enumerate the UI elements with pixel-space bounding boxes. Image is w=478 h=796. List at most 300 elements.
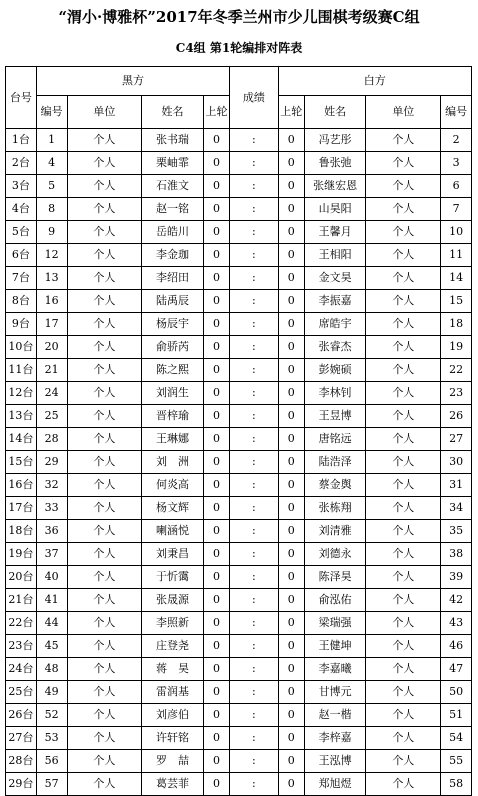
result-cell: : <box>230 773 278 796</box>
black-unit-cell: 个人 <box>67 221 142 244</box>
table-row <box>6 313 472 336</box>
black-unit-cell: 个人 <box>67 290 142 313</box>
white-prev-cell: 0 <box>278 727 304 750</box>
white-unit-cell: 个人 <box>366 129 441 152</box>
black-unit-cell: 个人 <box>67 244 142 267</box>
white-prev-cell: 0 <box>278 566 304 589</box>
black-num-cell: 48 <box>36 658 67 681</box>
black-name-cell: 刘 洲 <box>142 451 204 474</box>
black-unit-cell: 个人 <box>67 198 142 221</box>
white-unit-cell: 个人 <box>366 635 441 658</box>
black-unit-cell: 个人 <box>67 474 142 497</box>
white-name-cell: 王泓博 <box>304 750 366 773</box>
result-cell: : <box>230 497 278 520</box>
result-cell: : <box>230 152 278 175</box>
black-num-cell: 24 <box>36 382 67 405</box>
black-name-cell: 许轩铭 <box>142 727 204 750</box>
white-num-cell: 23 <box>441 382 472 405</box>
white-num-cell: 51 <box>441 704 472 727</box>
table-row <box>6 612 472 635</box>
board-cell: 17台 <box>6 497 37 520</box>
black-prev-cell: 0 <box>203 773 229 796</box>
white-num-cell: 55 <box>441 750 472 773</box>
white-prev-cell: 0 <box>278 704 304 727</box>
white-prev-cell: 0 <box>278 589 304 612</box>
white-name-cell: 陈泽昊 <box>304 566 366 589</box>
header-board-label: 台号 <box>9 90 32 104</box>
black-unit-cell: 个人 <box>67 313 142 336</box>
board-cell: 24台 <box>6 658 37 681</box>
white-prev-cell: 0 <box>278 520 304 543</box>
table-row <box>6 359 472 382</box>
black-num-cell: 1 <box>36 129 67 152</box>
board-cell: 23台 <box>6 635 37 658</box>
white-name-cell: 李梓嘉 <box>304 727 366 750</box>
table-row <box>6 382 472 405</box>
table-row <box>6 129 472 152</box>
black-name-cell: 李金珈 <box>142 244 204 267</box>
white-num-cell: 19 <box>441 336 472 359</box>
white-prev-cell: 0 <box>278 129 304 152</box>
white-num-cell: 27 <box>441 428 472 451</box>
white-name-cell: 郑旭煜 <box>304 773 366 796</box>
black-unit-cell: 个人 <box>67 382 142 405</box>
black-num-cell: 56 <box>36 750 67 773</box>
black-name-cell: 刘秉昌 <box>142 543 204 566</box>
white-unit-cell: 个人 <box>366 520 441 543</box>
white-num-cell: 58 <box>441 773 472 796</box>
white-prev-cell: 0 <box>278 198 304 221</box>
board-cell: 20台 <box>6 566 37 589</box>
black-num-cell: 28 <box>36 428 67 451</box>
black-prev-cell: 0 <box>203 566 229 589</box>
black-num-cell: 13 <box>36 267 67 290</box>
table-row <box>6 474 472 497</box>
board-cell: 26台 <box>6 704 37 727</box>
white-unit-cell: 个人 <box>366 336 441 359</box>
result-cell: : <box>230 175 278 198</box>
black-prev-cell: 0 <box>203 658 229 681</box>
white-prev-cell: 0 <box>278 405 304 428</box>
white-unit-cell: 个人 <box>366 290 441 313</box>
result-cell: : <box>230 198 278 221</box>
black-prev-cell: 0 <box>203 681 229 704</box>
white-name-cell: 刘德永 <box>304 543 366 566</box>
black-num-cell: 21 <box>36 359 67 382</box>
white-prev-cell: 0 <box>278 543 304 566</box>
header-white-num: 编号 <box>441 96 472 129</box>
white-prev-cell: 0 <box>278 750 304 773</box>
table-row <box>6 290 472 313</box>
white-unit-cell: 个人 <box>366 198 441 221</box>
white-unit-cell: 个人 <box>366 451 441 474</box>
white-prev-cell: 0 <box>278 221 304 244</box>
white-num-cell: 50 <box>441 681 472 704</box>
white-name-cell: 蔡金舆 <box>304 474 366 497</box>
black-name-cell: 石淮文 <box>142 175 204 198</box>
result-cell: : <box>230 681 278 704</box>
white-unit-cell: 个人 <box>366 727 441 750</box>
black-unit-cell: 个人 <box>67 175 142 198</box>
white-name-cell: 赵一楷 <box>304 704 366 727</box>
white-prev-cell: 0 <box>278 635 304 658</box>
black-unit-cell: 个人 <box>67 152 142 175</box>
black-num-cell: 20 <box>36 336 67 359</box>
black-prev-cell: 0 <box>203 129 229 152</box>
black-prev-cell: 0 <box>203 612 229 635</box>
result-cell: : <box>230 474 278 497</box>
board-cell: 28台 <box>6 750 37 773</box>
board-cell: 14台 <box>6 428 37 451</box>
pairing-table <box>5 66 472 796</box>
table-row <box>6 566 472 589</box>
table-row <box>6 635 472 658</box>
table-row <box>6 244 472 267</box>
board-cell: 13台 <box>6 405 37 428</box>
black-prev-cell: 0 <box>203 474 229 497</box>
white-name-cell: 金文昊 <box>304 267 366 290</box>
header-white-name: 姓名 <box>304 96 366 129</box>
table-row <box>6 681 472 704</box>
result-cell: : <box>230 428 278 451</box>
table-row <box>6 727 472 750</box>
white-num-cell: 15 <box>441 290 472 313</box>
black-num-cell: 4 <box>36 152 67 175</box>
black-unit-cell: 个人 <box>67 497 142 520</box>
black-prev-cell: 0 <box>203 750 229 773</box>
black-name-cell: 喇涵悦 <box>142 520 204 543</box>
black-num-cell: 8 <box>36 198 67 221</box>
black-num-cell: 37 <box>36 543 67 566</box>
result-cell: : <box>230 129 278 152</box>
black-prev-cell: 0 <box>203 727 229 750</box>
white-unit-cell: 个人 <box>366 566 441 589</box>
white-unit-cell: 个人 <box>366 681 441 704</box>
black-num-cell: 29 <box>36 451 67 474</box>
black-prev-cell: 0 <box>203 244 229 267</box>
white-unit-cell: 个人 <box>366 152 441 175</box>
board-cell: 5台 <box>6 221 37 244</box>
white-name-cell: 王昱博 <box>304 405 366 428</box>
black-prev-cell: 0 <box>203 359 229 382</box>
table-row <box>6 336 472 359</box>
black-unit-cell: 个人 <box>67 267 142 290</box>
white-num-cell: 42 <box>441 589 472 612</box>
white-prev-cell: 0 <box>278 175 304 198</box>
black-unit-cell: 个人 <box>67 704 142 727</box>
white-prev-cell: 0 <box>278 658 304 681</box>
board-cell: 3台 <box>6 175 37 198</box>
document-title: “渭小·博雅杯”2017年冬季兰州市少儿围棋考级赛C组 <box>58 8 420 26</box>
header-black-side: 黑方 <box>36 67 229 96</box>
header-result: 成绩 <box>230 67 278 129</box>
black-prev-cell: 0 <box>203 336 229 359</box>
black-name-cell: 刘润生 <box>142 382 204 405</box>
board-cell: 11台 <box>6 359 37 382</box>
white-num-cell: 18 <box>441 313 472 336</box>
black-num-cell: 33 <box>36 497 67 520</box>
result-cell: : <box>230 359 278 382</box>
table-row <box>6 543 472 566</box>
header-row-group <box>6 67 472 96</box>
white-name-cell: 甘博元 <box>304 681 366 704</box>
board-cell: 16台 <box>6 474 37 497</box>
board-cell: 12台 <box>6 382 37 405</box>
header-black-name: 姓名 <box>142 96 204 129</box>
black-prev-cell: 0 <box>203 152 229 175</box>
white-num-cell: 11 <box>441 244 472 267</box>
white-prev-cell: 0 <box>278 359 304 382</box>
board-cell: 19台 <box>6 543 37 566</box>
white-unit-cell: 个人 <box>366 221 441 244</box>
header-white-side: 白方 <box>278 67 471 96</box>
black-unit-cell: 个人 <box>67 405 142 428</box>
black-prev-cell: 0 <box>203 175 229 198</box>
black-name-cell: 陈之熙 <box>142 359 204 382</box>
white-name-cell: 山昊阳 <box>304 198 366 221</box>
board-cell: 9台 <box>6 313 37 336</box>
white-name-cell: 张栋翔 <box>304 497 366 520</box>
black-num-cell: 32 <box>36 474 67 497</box>
black-unit-cell: 个人 <box>67 129 142 152</box>
white-unit-cell: 个人 <box>366 175 441 198</box>
white-prev-cell: 0 <box>278 382 304 405</box>
white-prev-cell: 0 <box>278 267 304 290</box>
result-cell: : <box>230 520 278 543</box>
white-name-cell: 李振嘉 <box>304 290 366 313</box>
black-unit-cell: 个人 <box>67 612 142 635</box>
result-cell: : <box>230 336 278 359</box>
white-num-cell: 10 <box>441 221 472 244</box>
white-num-cell: 31 <box>441 474 472 497</box>
black-unit-cell: 个人 <box>67 566 142 589</box>
black-unit-cell: 个人 <box>67 451 142 474</box>
board-cell: 2台 <box>6 152 37 175</box>
black-num-cell: 53 <box>36 727 67 750</box>
white-name-cell: 俞泓佑 <box>304 589 366 612</box>
white-unit-cell: 个人 <box>366 589 441 612</box>
table-row <box>6 520 472 543</box>
white-unit-cell: 个人 <box>366 428 441 451</box>
table-row <box>6 451 472 474</box>
result-cell: : <box>230 727 278 750</box>
white-num-cell: 34 <box>441 497 472 520</box>
white-num-cell: 38 <box>441 543 472 566</box>
header-white-unit: 单位 <box>366 96 441 129</box>
black-prev-cell: 0 <box>203 497 229 520</box>
black-name-cell: 李照新 <box>142 612 204 635</box>
result-cell: : <box>230 750 278 773</box>
white-prev-cell: 0 <box>278 451 304 474</box>
black-name-cell: 晋梓瑜 <box>142 405 204 428</box>
black-num-cell: 45 <box>36 635 67 658</box>
white-num-cell: 26 <box>441 405 472 428</box>
black-num-cell: 44 <box>36 612 67 635</box>
black-num-cell: 57 <box>36 773 67 796</box>
table-row <box>6 221 472 244</box>
result-cell: : <box>230 635 278 658</box>
white-name-cell: 彭婉硕 <box>304 359 366 382</box>
black-name-cell: 李绍田 <box>142 267 204 290</box>
black-name-cell: 蒋 昊 <box>142 658 204 681</box>
white-name-cell: 刘清雅 <box>304 520 366 543</box>
black-num-cell: 17 <box>36 313 67 336</box>
black-num-cell: 41 <box>36 589 67 612</box>
board-cell: 6台 <box>6 244 37 267</box>
black-name-cell: 雷润基 <box>142 681 204 704</box>
black-name-cell: 赵一铭 <box>142 198 204 221</box>
black-name-cell: 杨文辉 <box>142 497 204 520</box>
black-name-cell: 陆禹辰 <box>142 290 204 313</box>
table-row <box>6 428 472 451</box>
black-name-cell: 于忻霭 <box>142 566 204 589</box>
white-name-cell: 李嘉曦 <box>304 658 366 681</box>
black-unit-cell: 个人 <box>67 727 142 750</box>
white-name-cell: 李林钊 <box>304 382 366 405</box>
result-cell: : <box>230 267 278 290</box>
pairing-rows <box>6 129 472 796</box>
white-prev-cell: 0 <box>278 152 304 175</box>
black-prev-cell: 0 <box>203 543 229 566</box>
board-cell: 22台 <box>6 612 37 635</box>
table-row <box>6 152 472 175</box>
white-prev-cell: 0 <box>278 336 304 359</box>
white-prev-cell: 0 <box>278 681 304 704</box>
result-cell: : <box>230 451 278 474</box>
result-cell: : <box>230 405 278 428</box>
white-name-cell: 唐铭远 <box>304 428 366 451</box>
table-row <box>6 497 472 520</box>
black-prev-cell: 0 <box>203 267 229 290</box>
black-unit-cell: 个人 <box>67 681 142 704</box>
black-prev-cell: 0 <box>203 451 229 474</box>
white-unit-cell: 个人 <box>366 612 441 635</box>
white-num-cell: 54 <box>441 727 472 750</box>
white-num-cell: 47 <box>441 658 472 681</box>
white-prev-cell: 0 <box>278 474 304 497</box>
document-subtitle: C4组 第1轮编排对阵表 <box>175 41 303 55</box>
black-unit-cell: 个人 <box>67 359 142 382</box>
black-num-cell: 16 <box>36 290 67 313</box>
black-unit-cell: 个人 <box>67 773 142 796</box>
table-row <box>6 589 472 612</box>
black-name-cell: 张书瑞 <box>142 129 204 152</box>
white-num-cell: 30 <box>441 451 472 474</box>
black-unit-cell: 个人 <box>67 750 142 773</box>
board-cell: 8台 <box>6 290 37 313</box>
black-prev-cell: 0 <box>203 635 229 658</box>
black-name-cell: 罗 喆 <box>142 750 204 773</box>
white-unit-cell: 个人 <box>366 405 441 428</box>
black-num-cell: 49 <box>36 681 67 704</box>
black-num-cell: 5 <box>36 175 67 198</box>
black-unit-cell: 个人 <box>67 635 142 658</box>
black-num-cell: 12 <box>36 244 67 267</box>
white-num-cell: 43 <box>441 612 472 635</box>
black-name-cell: 岳皓川 <box>142 221 204 244</box>
result-cell: : <box>230 658 278 681</box>
black-unit-cell: 个人 <box>67 589 142 612</box>
result-cell: : <box>230 566 278 589</box>
black-prev-cell: 0 <box>203 290 229 313</box>
header-white-prev: 上轮 <box>278 96 304 129</box>
board-cell: 1台 <box>6 129 37 152</box>
white-num-cell: 46 <box>441 635 472 658</box>
black-name-cell: 葛芸菲 <box>142 773 204 796</box>
black-name-cell: 栗岫霏 <box>142 152 204 175</box>
white-unit-cell: 个人 <box>366 359 441 382</box>
white-unit-cell: 个人 <box>366 497 441 520</box>
black-prev-cell: 0 <box>203 221 229 244</box>
result-cell: : <box>230 290 278 313</box>
table-row <box>6 704 472 727</box>
black-prev-cell: 0 <box>203 428 229 451</box>
table-row <box>6 267 472 290</box>
white-prev-cell: 0 <box>278 773 304 796</box>
white-name-cell: 鲁张弛 <box>304 152 366 175</box>
white-unit-cell: 个人 <box>366 244 441 267</box>
white-num-cell: 35 <box>441 520 472 543</box>
white-prev-cell: 0 <box>278 290 304 313</box>
black-unit-cell: 个人 <box>67 428 142 451</box>
board-cell: 15台 <box>6 451 37 474</box>
black-prev-cell: 0 <box>203 589 229 612</box>
white-prev-cell: 0 <box>278 313 304 336</box>
black-name-cell: 王琳娜 <box>142 428 204 451</box>
white-prev-cell: 0 <box>278 612 304 635</box>
black-unit-cell: 个人 <box>67 543 142 566</box>
result-cell: : <box>230 543 278 566</box>
white-unit-cell: 个人 <box>366 267 441 290</box>
white-prev-cell: 0 <box>278 244 304 267</box>
black-prev-cell: 0 <box>203 704 229 727</box>
black-prev-cell: 0 <box>203 313 229 336</box>
black-prev-cell: 0 <box>203 520 229 543</box>
black-num-cell: 25 <box>36 405 67 428</box>
result-cell: : <box>230 612 278 635</box>
board-cell: 4台 <box>6 198 37 221</box>
black-prev-cell: 0 <box>203 198 229 221</box>
black-unit-cell: 个人 <box>67 520 142 543</box>
white-num-cell: 39 <box>441 566 472 589</box>
white-name-cell: 王馨月 <box>304 221 366 244</box>
board-cell: 18台 <box>6 520 37 543</box>
board-cell: 21台 <box>6 589 37 612</box>
white-num-cell: 7 <box>441 198 472 221</box>
black-unit-cell: 个人 <box>67 658 142 681</box>
table-row <box>6 405 472 428</box>
table-row <box>6 658 472 681</box>
black-num-cell: 36 <box>36 520 67 543</box>
white-name-cell: 冯艺彤 <box>304 129 366 152</box>
table-row <box>6 198 472 221</box>
white-name-cell: 席皓宇 <box>304 313 366 336</box>
header-black-unit: 单位 <box>67 96 142 129</box>
black-prev-cell: 0 <box>203 405 229 428</box>
black-name-cell: 俞骄芮 <box>142 336 204 359</box>
black-name-cell: 庄登尧 <box>142 635 204 658</box>
white-num-cell: 3 <box>441 152 472 175</box>
result-cell: : <box>230 221 278 244</box>
board-cell: 10台 <box>6 336 37 359</box>
black-prev-cell: 0 <box>203 382 229 405</box>
black-num-cell: 9 <box>36 221 67 244</box>
board-cell: 25台 <box>6 681 37 704</box>
white-unit-cell: 个人 <box>366 313 441 336</box>
result-cell: : <box>230 313 278 336</box>
white-num-cell: 6 <box>441 175 472 198</box>
white-name-cell: 王健坤 <box>304 635 366 658</box>
